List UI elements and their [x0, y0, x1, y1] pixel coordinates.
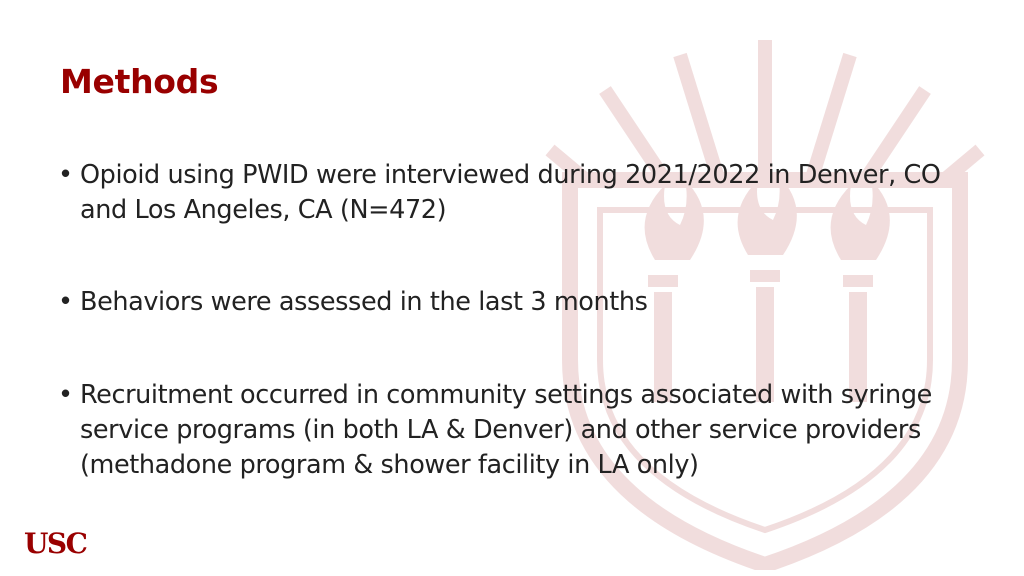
bullet-text: Behaviors were assessed in the last 3 months [80, 287, 648, 317]
bullet-item [58, 285, 978, 320]
bullet-marker: • [58, 160, 73, 190]
bullet-text: Opioid using PWID were interviewed during 2021/2022 in Denver, CO and Los Angeles, CA (N=472) [80, 160, 941, 225]
bullet-list [58, 158, 978, 483]
bullet-marker: • [58, 287, 73, 317]
bullet-item [58, 378, 978, 483]
slide-title: Methods [60, 62, 219, 101]
bullet-marker: • [58, 380, 73, 410]
bullet-text: Recruitment occurred in community settings associated with syringe service programs (in both LA & Denver) and other service providers (methadone program & shower facility in LA only) [80, 380, 932, 480]
bullet-item [58, 158, 978, 228]
usc-logo: USC [24, 527, 87, 560]
